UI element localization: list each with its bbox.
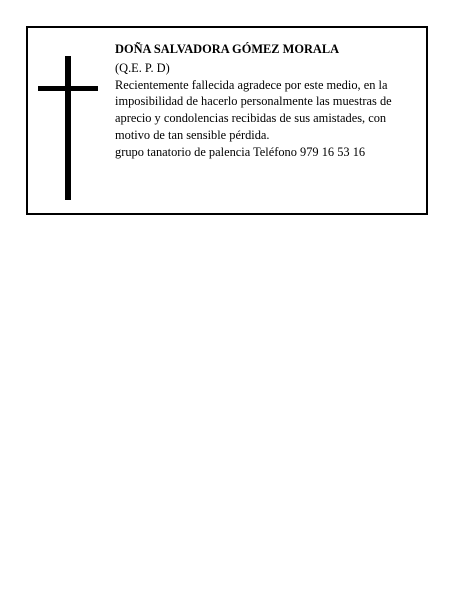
cross-horizontal-bar [38,86,98,91]
cross-icon [38,56,98,200]
notice-body: Recientemente fallecida agradece por este medio, en la imposibilidad de hacerlo personalmente las muestras de aprecio y condolencias recibidas de sus amistades, con motivo de tan sensible pérdida. [115,77,392,142]
obituary-notice [26,26,428,215]
rip-text: (Q.E. P. D) [115,60,170,75]
funeral-home-contact: grupo tanatorio de palencia Teléfono 979 16 53 16 [115,144,366,159]
notice-text [115,41,421,161]
cross-vertical-bar [65,56,71,200]
deceased-name: DOÑA SALVADORA GÓMEZ MORALA [115,42,340,56]
